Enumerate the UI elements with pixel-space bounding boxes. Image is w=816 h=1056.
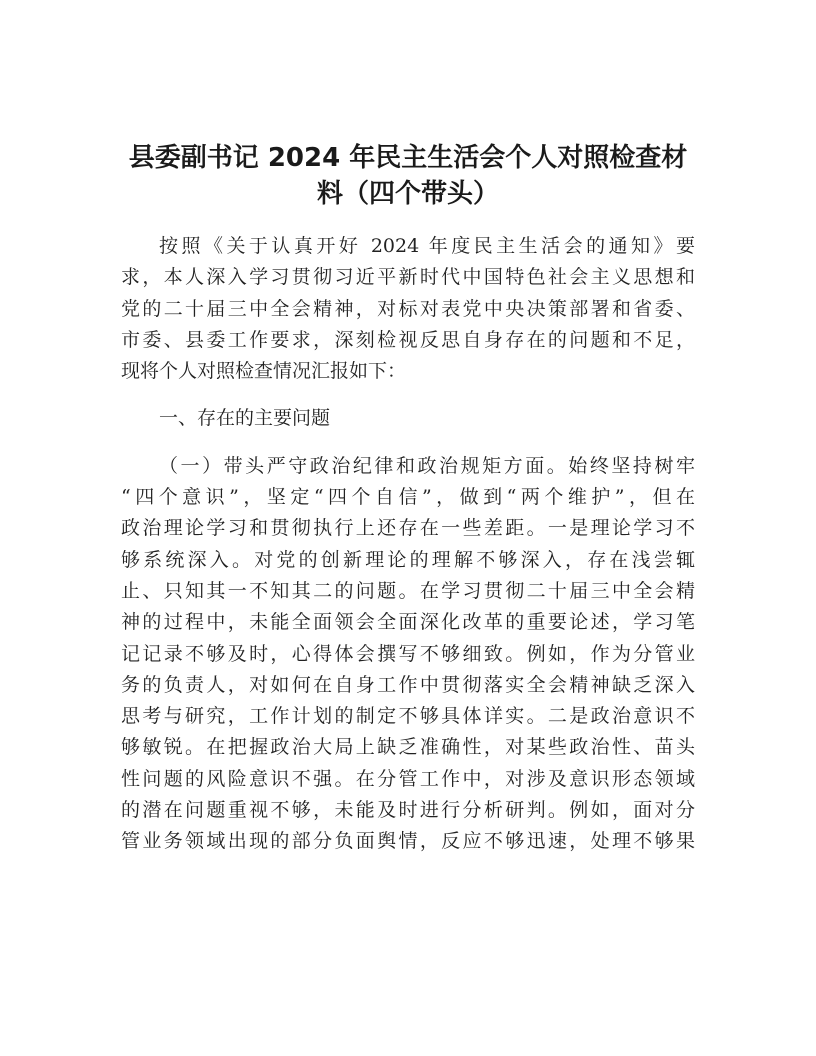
paragraph-line: 够系统深入。对党的创新理论的理解不够深入，存在浅尝辄 (121, 548, 695, 571)
paragraph-line: 市委、县委工作要求，深刻检视反思自身存在的问题和不足， (121, 328, 695, 351)
paragraph-line: 求，本人深入学习贯彻习近平新时代中国特色社会主义思想和 (121, 266, 695, 289)
paragraph-line: 现将个人对照检查情况汇报如下： (121, 360, 407, 383)
paragraph-gap (121, 387, 695, 403)
section-heading: 一、存在的主要问题 (159, 407, 331, 430)
title-line-2: 料（四个带头） (316, 179, 499, 209)
paragraph-line: 管业务领域出现的部分负面舆情，反应不够迅速，处理不够果 (121, 830, 695, 853)
paragraph-line: “四个意识”，坚定“四个自信”，做到“两个维护”，但在 (121, 486, 695, 509)
paragraph-line: 的潜在问题重视不够，未能及时进行分析研判。例如，面对分 (121, 799, 695, 822)
paragraph-line: 神的过程中，未能全面领会全面深化改革的重要论述，学习笔 (121, 611, 695, 634)
paragraph-line: 够敏锐。在把握政治大局上缺乏准确性，对某些政治性、苗头 (121, 736, 695, 759)
section1-paragraph (121, 451, 695, 858)
title-line-1: 县委副书记 2024 年民主生活会个人对照检查材 (128, 143, 688, 173)
document-body (121, 231, 695, 858)
paragraph-line: 按照《关于认真开好 2024 年度民主生活会的通知》要 (159, 235, 695, 257)
paragraph-line: 党的二十届三中全会精神，对标对表党中央决策部署和省委、 (121, 297, 695, 320)
paragraph-line: 务的负责人，对如何在自身工作中贯彻落实全会精神缺乏深入 (121, 673, 695, 696)
paragraph-line: 记记录不够及时，心得体会撰写不够细致。例如，作为分管业 (121, 642, 695, 665)
paragraph-line: 性问题的风险意识不强。在分管工作中，对涉及意识形态领域 (121, 767, 695, 790)
paragraph-line: 思考与研究，工作计划的制定不够具体详实。二是政治意识不 (121, 705, 695, 728)
intro-paragraph (121, 231, 695, 387)
paragraph-line: （一）带头严守政治纪律和政治规矩方面。始终坚持树牢 (159, 454, 695, 477)
document-title (110, 140, 706, 212)
paragraph-line: 止、只知其一不知其二的问题。在学习贯彻二十届三中全会精 (121, 579, 695, 602)
paragraph-line: 政治理论学习和贯彻执行上还存在一些差距。一是理论学习不 (121, 517, 695, 540)
paragraph-gap (121, 435, 695, 451)
